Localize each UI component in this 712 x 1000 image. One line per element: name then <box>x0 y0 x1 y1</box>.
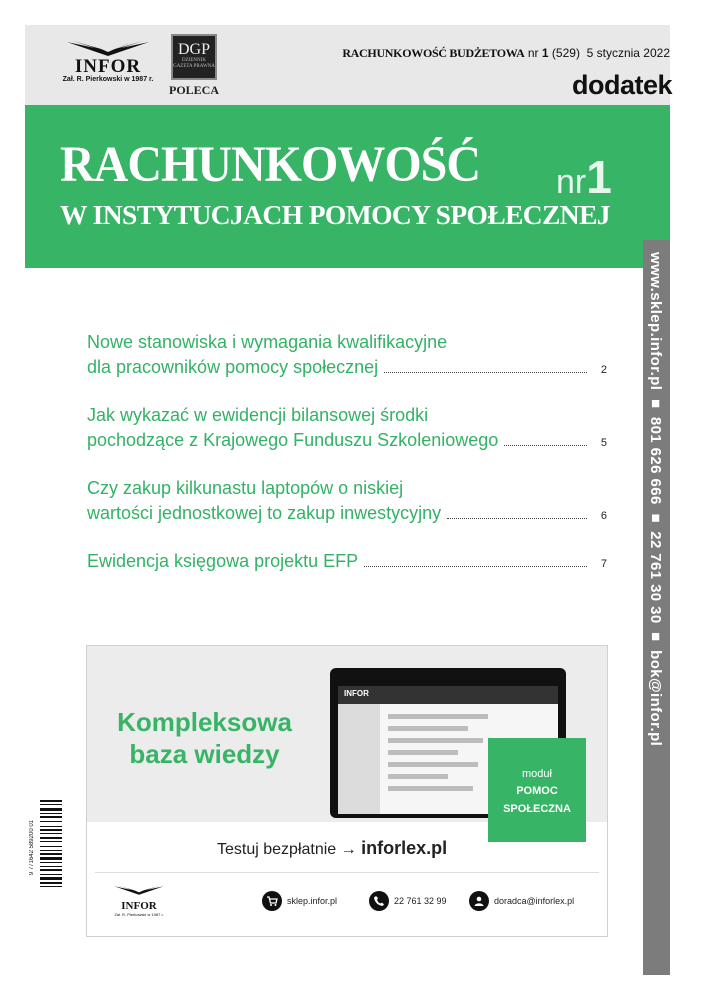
dgp-box <box>171 34 217 80</box>
toc-line: Ewidencja księgowa projektu EFP <box>87 551 359 571</box>
screen-row <box>388 750 458 755</box>
barcode-bar <box>40 816 62 818</box>
toc-line: Jak wykazać w ewidencji bilansowej środki <box>87 405 429 425</box>
infor-note: Zał. R. Pierkowski w 1987 r. <box>62 76 154 83</box>
toc-leader <box>364 566 587 567</box>
toc-page: 2 <box>600 364 607 376</box>
toc-leader <box>384 372 587 373</box>
toc-item[interactable] <box>87 330 607 383</box>
infor-logo <box>58 40 158 100</box>
contact-text: doradca@inforlex.pl <box>494 896 575 906</box>
module-badge <box>488 738 586 842</box>
barcode-bar <box>40 874 62 875</box>
advert-infor-logo <box>109 883 169 917</box>
barcode-bar <box>40 841 62 842</box>
inforlex-advert[interactable] <box>86 645 608 937</box>
cta-url[interactable]: inforlex.pl <box>361 838 448 858</box>
screen-row <box>388 762 478 767</box>
barcode-bar <box>40 866 62 867</box>
issue-total: (529) <box>551 46 580 60</box>
advert-headline-line: baza wiedzy <box>129 739 280 769</box>
advert-infor-note: Zał. R. Pierkowski w 1987 r. <box>114 912 164 917</box>
toc-line: wartości jednostkowej to zakup inwestycyjny <box>87 503 442 523</box>
barcode-bar <box>40 829 62 831</box>
advert-infor-brand: INFOR <box>121 900 157 912</box>
dgp-poleca: POLECA <box>168 83 219 97</box>
phone-icon <box>369 891 389 911</box>
cta-line[interactable] <box>217 838 447 859</box>
contact-text: 22 761 32 99 <box>394 896 447 906</box>
barcode-bar <box>40 826 62 827</box>
module-label: moduł <box>522 768 552 780</box>
screen-brand: INFOR <box>344 689 369 698</box>
wings-icon <box>113 885 165 896</box>
barcode-bar <box>40 821 62 822</box>
advert-headline <box>87 706 322 770</box>
barcode-bar <box>40 800 62 802</box>
nr-label: nr <box>556 163 587 201</box>
barcode-bar <box>40 833 62 834</box>
toc-line: dla pracowników pomocy społecznej <box>87 357 379 377</box>
barcode-bar <box>40 804 62 805</box>
advert-headline-line: Kompleksowa <box>117 707 292 737</box>
dgp-logo <box>168 34 220 102</box>
barcode <box>30 800 60 910</box>
barcode-bar <box>40 846 62 847</box>
screen-row <box>388 714 488 719</box>
cart-icon <box>262 891 282 911</box>
screen-header <box>338 686 558 704</box>
toc-leader <box>447 518 587 519</box>
contact-email[interactable] <box>469 891 574 911</box>
advert-divider <box>95 872 599 873</box>
barcode-bar <box>40 882 62 884</box>
cta-text: Testuj bezpłatnie → <box>217 841 357 858</box>
table-of-contents <box>87 330 607 597</box>
toc-page: 7 <box>600 558 607 570</box>
screen-row <box>388 738 483 743</box>
barcode-bar <box>40 877 62 880</box>
supplement-label: dodatek <box>571 70 672 100</box>
module-name: SPOŁECZNA <box>503 803 571 815</box>
issue-number: 1 <box>541 46 549 60</box>
main-title: RACHUNKOWOŚĆ <box>60 136 481 193</box>
toc-line: Nowe stanowiska i wymagania kwalifikacyjne <box>87 332 448 352</box>
nr-value: 1 <box>586 151 612 203</box>
screen-row <box>388 774 448 779</box>
contact-sidebar <box>643 240 670 975</box>
module-name: POMOC <box>516 785 558 797</box>
issue-date: 5 stycznia 2022 <box>586 46 670 60</box>
barcode-bar <box>40 857 62 860</box>
barcode-bar <box>40 837 62 839</box>
dgp-sub: DZIENNIK GAZETA PRAWNA <box>173 58 215 69</box>
person-icon <box>469 891 489 911</box>
barcode-number: 9 771642 589200 01 <box>29 820 35 876</box>
toc-page: 5 <box>600 437 607 449</box>
toc-item[interactable] <box>87 476 607 529</box>
barcode-bar <box>40 808 62 811</box>
screen-row <box>388 786 473 791</box>
screen-nav <box>338 704 380 814</box>
screen-row <box>388 726 468 731</box>
contact-phone[interactable] <box>369 891 447 911</box>
toc-page: 6 <box>600 510 607 522</box>
contact-text: sklep.infor.pl <box>287 896 338 906</box>
main-subtitle: W INSTYTUCJACH POMOCY SPOŁECZNEJ <box>60 199 610 230</box>
sidebar-contact-text: www.sklep.infor.pl ■ 801 626 666 ■ 22 761 30 30 ■ bok@infor.pl <box>647 252 664 747</box>
barcode-bar <box>40 853 62 855</box>
toc-leader <box>504 445 587 446</box>
barcode-bar <box>40 850 62 851</box>
contact-shop[interactable] <box>262 891 337 911</box>
toc-item[interactable] <box>87 549 607 577</box>
issue-line <box>342 46 670 61</box>
publication-name: RACHUNKOWOŚĆ BUDŻETOWA <box>342 46 525 60</box>
dgp-mark: DGP <box>177 41 210 58</box>
toc-line: pochodzące z Krajowego Funduszu Szkoleniowego <box>87 430 499 450</box>
toc-line: Czy zakup kilkunastu laptopów o niskiej <box>87 478 404 498</box>
infor-brand: INFOR <box>74 56 142 77</box>
barcode-bar <box>40 862 62 863</box>
issue-badge <box>556 150 612 204</box>
barcode-bar <box>40 886 62 887</box>
barcode-bar <box>40 813 62 814</box>
issue-prefix: nr <box>527 46 539 60</box>
toc-item[interactable] <box>87 403 607 456</box>
barcode-bar <box>40 869 62 871</box>
